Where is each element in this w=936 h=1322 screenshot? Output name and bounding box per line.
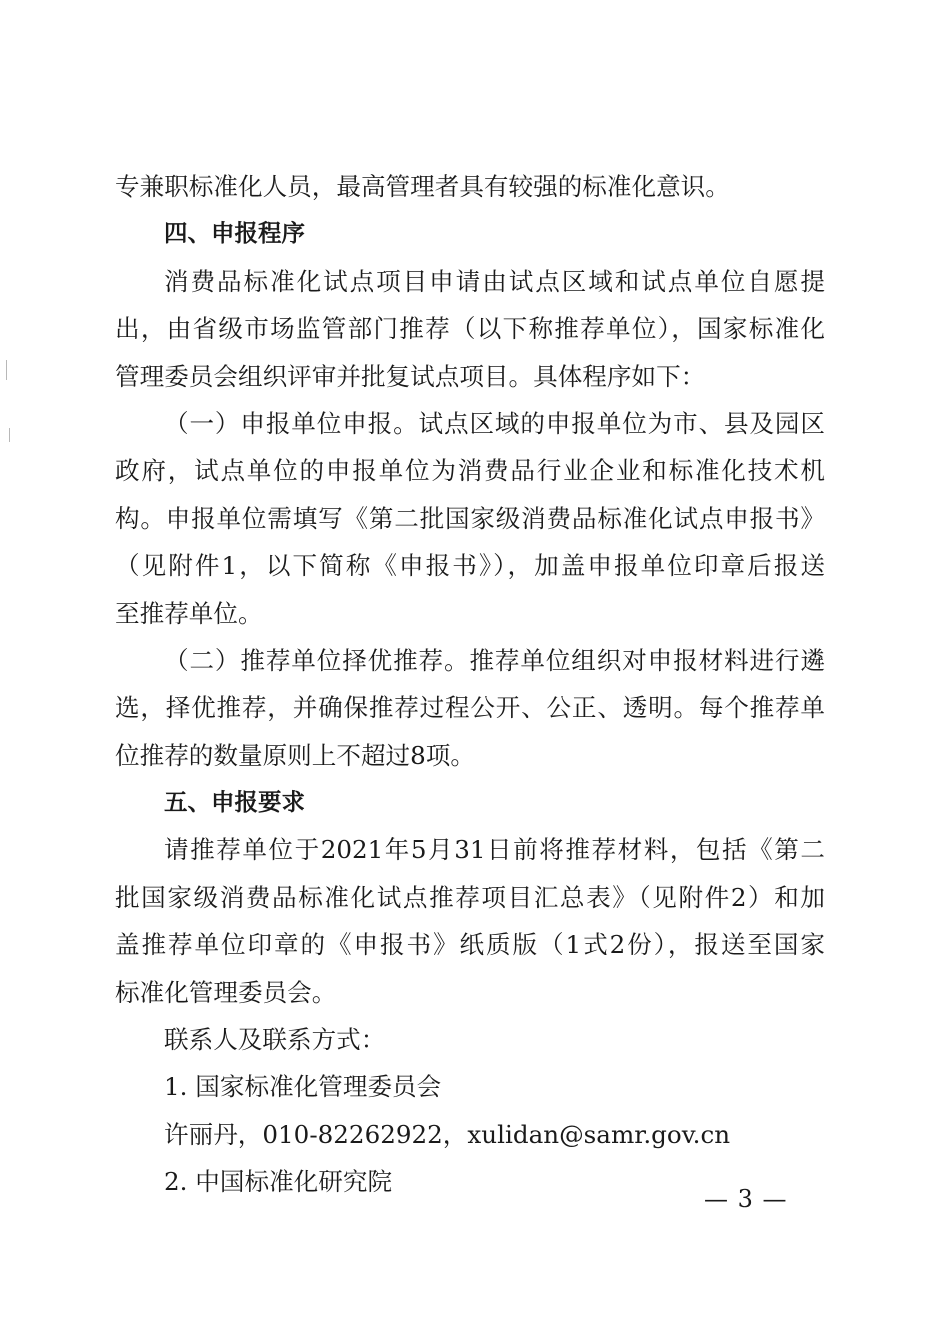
text-line: （一）申报单位申报。试点区域的申报单位为市、县及园区	[164, 408, 825, 438]
text-line: 管理委员会组织评审并批复试点项目。具体程序如下：	[115, 361, 706, 391]
text-line: （见附件1，以下简称《申报书》），加盖申报单位印章后报送	[115, 551, 825, 581]
text-line: 请推荐单位于2021年5月31日前将推荐材料，包括《第二	[164, 835, 825, 865]
contact-org: 2. 中国标准化研究院	[164, 1167, 393, 1197]
body-text	[115, 163, 825, 1206]
text-line: 至推荐单位。	[115, 598, 263, 628]
text-line: 专兼职标准化人员，最高管理者具有较强的标准化意识。	[115, 172, 730, 201]
text-line: 消费品标准化试点项目申请由试点区域和试点单位自愿提	[164, 266, 825, 296]
text-line: 位推荐的数量原则上不超过8项。	[115, 740, 475, 770]
section-heading: 五、申报要求	[164, 788, 305, 817]
contact-org: 1. 国家标准化管理委员会	[164, 1072, 442, 1102]
text-line: 政府，试点单位的申报单位为消费品行业企业和标准化技术机	[115, 456, 825, 486]
page-number: — 3 —	[704, 1185, 788, 1213]
text-line: 盖推荐单位印章的《申报书》纸质版（1式2份），报送至国家	[115, 930, 825, 960]
left-margin-mark-lower	[9, 428, 10, 442]
text-line: 出，由省级市场监管部门推荐（以下称推荐单位），国家标准化	[115, 314, 825, 344]
section-heading: 四、申报程序	[164, 219, 305, 248]
text-line: 标准化管理委员会。	[115, 977, 337, 1007]
text-line: 选，择优推荐，并确保推荐过程公开、公正、透明。每个推荐单	[115, 693, 825, 723]
left-margin-mark	[6, 360, 7, 380]
text-line: 联系人及联系方式：	[164, 1025, 386, 1055]
text-line: 构。申报单位需填写《第二批国家级消费品标准化试点申报书》	[115, 503, 825, 533]
contact-detail: 许丽丹，010-82262922，xulidan@samr.gov.cn	[164, 1119, 731, 1149]
text-line: （二）推荐单位择优推荐。推荐单位组织对申报材料进行遴	[164, 645, 825, 675]
text-line: 批国家级消费品标准化试点推荐项目汇总表》（见附件2）和加	[115, 882, 825, 912]
